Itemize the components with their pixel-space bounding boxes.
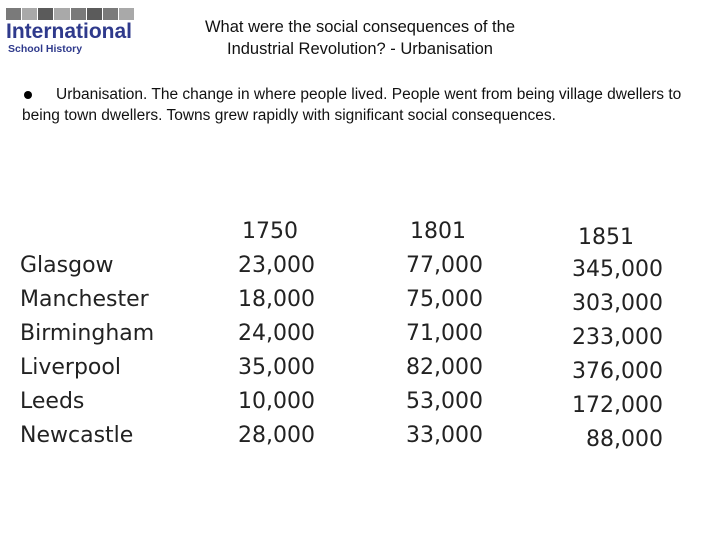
bullet-text: . The change in where people lived. People went from being village dwellers to being town dwellers. Towns grew rapidly with significant social consequences. [22,86,682,124]
international-school-history-logo [6,8,134,58]
population-value-leeds-1801: 53,000 [406,389,483,414]
population-value-leeds-1750: 10,000 [238,389,315,414]
year-header-1750: 1750 [242,219,298,244]
population-value-glasgow-1750: 23,000 [238,253,315,278]
population-value-newcastle-1801: 33,000 [406,423,483,448]
population-value-liverpool-1801: 82,000 [406,355,483,380]
population-value-glasgow-1801: 77,000 [406,253,483,278]
logo-subtitle: School History [8,43,83,55]
population-value-leeds-1851: 172,000 [572,393,663,418]
city-name-glasgow: Glasgow [20,253,114,278]
year-header-1851: 1851 [578,225,634,250]
slide-title [160,16,560,60]
bullet-term: Urbanisation [56,86,144,103]
slide-title-line-2: Industrial Revolution? - Urbanisation [227,40,493,58]
population-value-birmingham-1801: 71,000 [406,321,483,346]
city-name-leeds: Leeds [20,389,85,414]
city-name-birmingham: Birmingham [20,321,155,346]
population-value-liverpool-1750: 35,000 [238,355,315,380]
population-value-manchester-1750: 18,000 [238,287,315,312]
bullet-dot-icon [24,91,32,99]
population-value-glasgow-1851: 345,000 [572,257,663,282]
population-value-newcastle-1750: 28,000 [238,423,315,448]
city-name-manchester: Manchester [20,287,149,312]
population-value-liverpool-1851: 376,000 [572,359,663,384]
population-value-newcastle-1851: 88,000 [586,427,663,452]
logo-title: International [6,20,133,43]
slide-title-line-1: What were the social consequences of the [204,18,515,36]
logo-photo-strip [6,8,134,20]
bullet-point [22,84,712,126]
year-header-1801: 1801 [410,219,466,244]
population-table [0,205,720,465]
city-name-liverpool: Liverpool [20,355,121,380]
city-name-newcastle: Newcastle [20,423,134,448]
population-value-birmingham-1851: 233,000 [572,325,663,350]
population-value-manchester-1801: 75,000 [406,287,483,312]
population-value-manchester-1851: 303,000 [572,291,663,316]
population-value-birmingham-1750: 24,000 [238,321,315,346]
